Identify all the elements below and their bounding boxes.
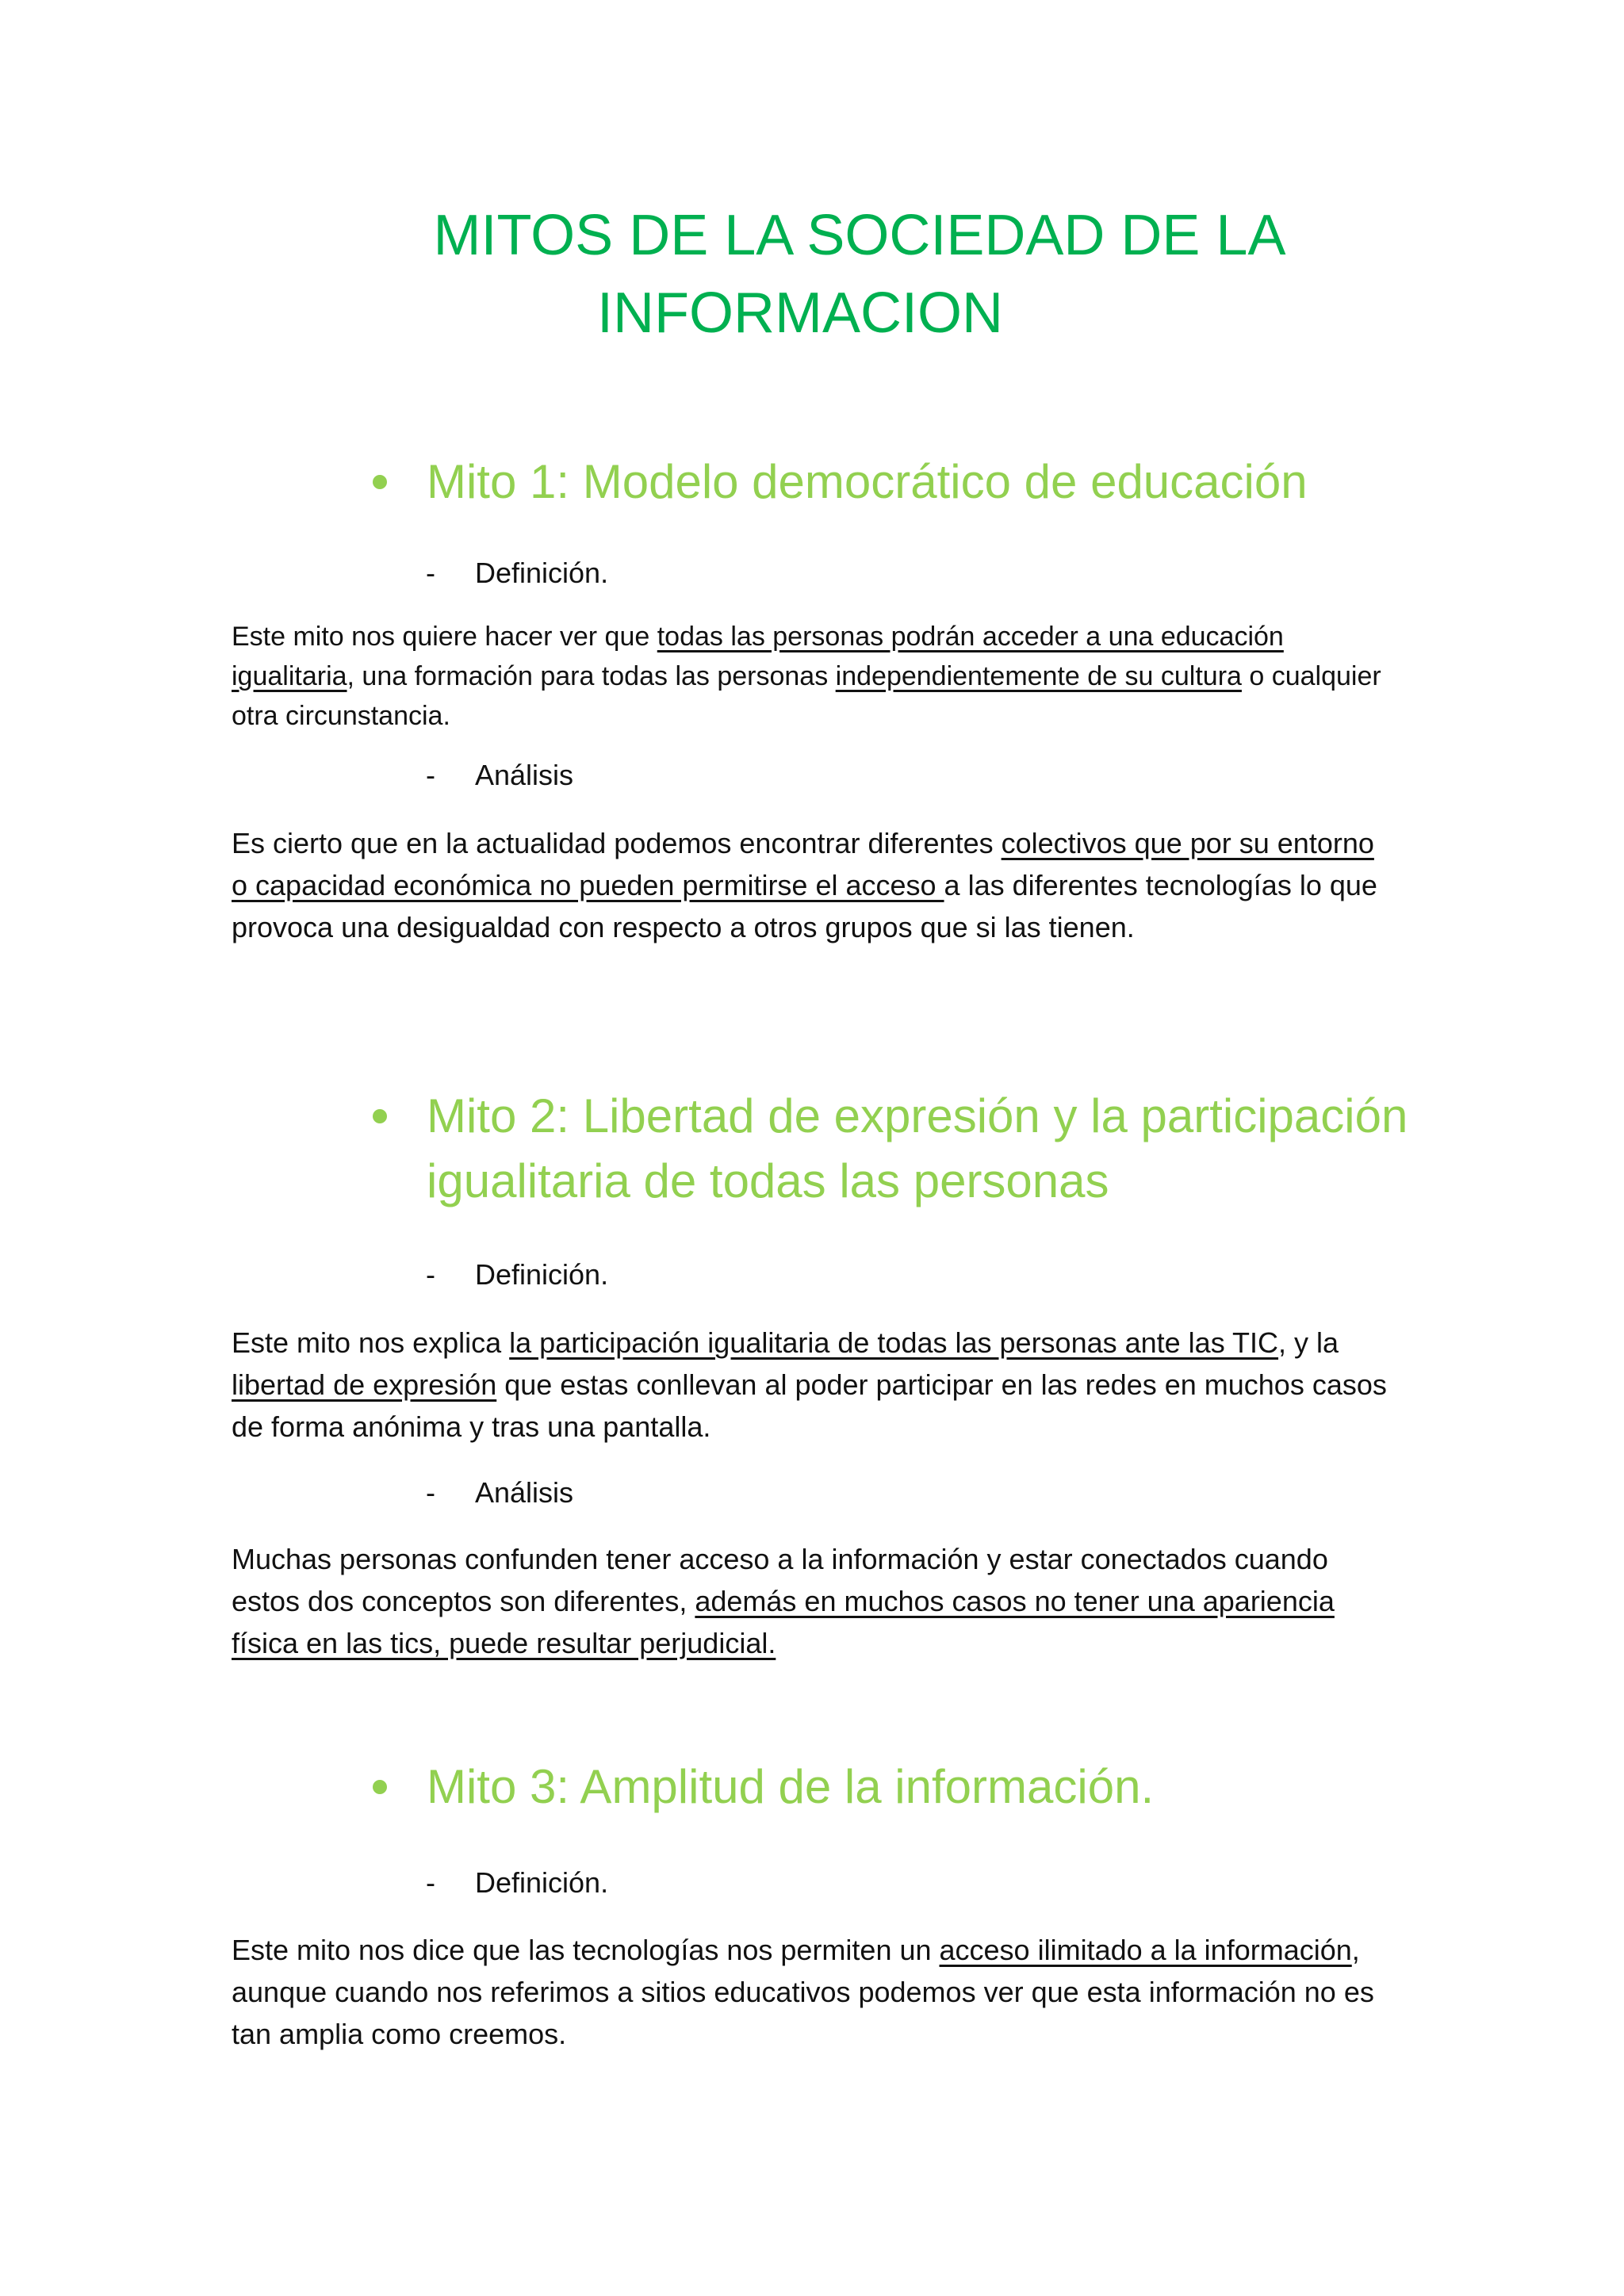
dash-marker: - [426, 1866, 435, 1899]
mito-2-definicion-paragraph [232, 1322, 1389, 1448]
mito-2-definicion-label [426, 1257, 608, 1293]
underlined-text: acceso ilimitado a la información [939, 1934, 1352, 1966]
mito-1-definicion-paragraph [232, 617, 1389, 736]
text-span: Es cierto que en la actualidad podemos encontrar diferentes [232, 827, 1002, 859]
dash-marker: - [426, 557, 435, 589]
mito-2-analisis-label [426, 1475, 573, 1511]
mito-2-heading-line-1: Mito 2: Libertad de expresión y la participación [427, 1089, 1408, 1142]
underlined-text: la participación igualitaria de todas las personas ante las TIC [509, 1326, 1279, 1359]
definicion-label-text: Definición. [475, 557, 609, 589]
mito-1-heading [373, 450, 1427, 515]
mito-1-analisis-paragraph [232, 822, 1389, 948]
text-span: a las diferentes tecnologías lo que provoca una desigualdad con respecto a otros grupos que si las tienen. [232, 869, 1377, 943]
mito-2-heading-line-2: igualitaria de todas las personas [427, 1154, 1109, 1207]
dash-marker: - [426, 1258, 435, 1291]
definicion-label-text: Definición. [475, 1258, 609, 1291]
mito-3-heading [373, 1755, 1427, 1820]
mito-2-analisis-paragraph [232, 1538, 1389, 1664]
bullet-icon [373, 1109, 387, 1123]
dash-marker: - [426, 1476, 435, 1509]
bullet-icon [373, 1780, 387, 1794]
mito-1-analisis-label [426, 757, 573, 794]
bullet-icon [373, 475, 387, 489]
underlined-text: colectivos que por su entorno o capacidad económica no pueden permitirse el acceso [232, 827, 1374, 901]
mito-3-definicion-label [426, 1865, 608, 1901]
text-span: Este mito nos explica [232, 1326, 510, 1359]
text-span: o cualquier otra circunstancia. [232, 661, 1381, 731]
underlined-text: además en muchos casos no tener una apariencia física en las tics, puede resultar perjudicial. [232, 1585, 1335, 1659]
underlined-text: todas las personas podrán acceder a una educación igualitaria [232, 622, 1284, 691]
text-span: Este mito nos dice que las tecnologías nos permiten un [232, 1934, 940, 1966]
title-line-1: MITOS DE LA SOCIEDAD DE LA [433, 204, 1286, 267]
text-span: , y la [1278, 1326, 1339, 1359]
text-span: , aunque cuando nos referimos a sitios educativos podemos ver que esta información no es tan amplia como creemos. [232, 1934, 1374, 2050]
mito-3-heading-text: Mito 3: Amplitud de la información. [427, 1760, 1155, 1813]
mito-2-heading [373, 1084, 1427, 1214]
mito-1-definicion-label [426, 555, 608, 591]
dash-marker: - [426, 759, 435, 791]
underlined-text: libertad de expresión [232, 1368, 497, 1401]
definicion-label-text: Definición. [475, 1866, 609, 1899]
text-span: , una formación para todas las personas [347, 661, 836, 691]
analisis-label-text: Análisis [475, 759, 574, 791]
analisis-label-text: Análisis [475, 1476, 574, 1509]
mito-1-heading-text: Mito 1: Modelo democrático de educación [427, 455, 1308, 508]
text-span: que estas conllevan al poder participar en las redes en muchos casos de forma anónima y tras una pantalla. [232, 1368, 1387, 1443]
title-line-2: INFORMACION [597, 281, 1003, 345]
text-span: Muchas personas confunden tener acceso a la información y estar conectados cuando estos dos conceptos son diferentes, [232, 1543, 1328, 1617]
document-title [0, 197, 1624, 352]
mito-3-definicion-paragraph [232, 1929, 1389, 2055]
text-span: Este mito nos quiere hacer ver que [232, 622, 657, 652]
underlined-text: independientemente de su cultura [835, 661, 1242, 691]
